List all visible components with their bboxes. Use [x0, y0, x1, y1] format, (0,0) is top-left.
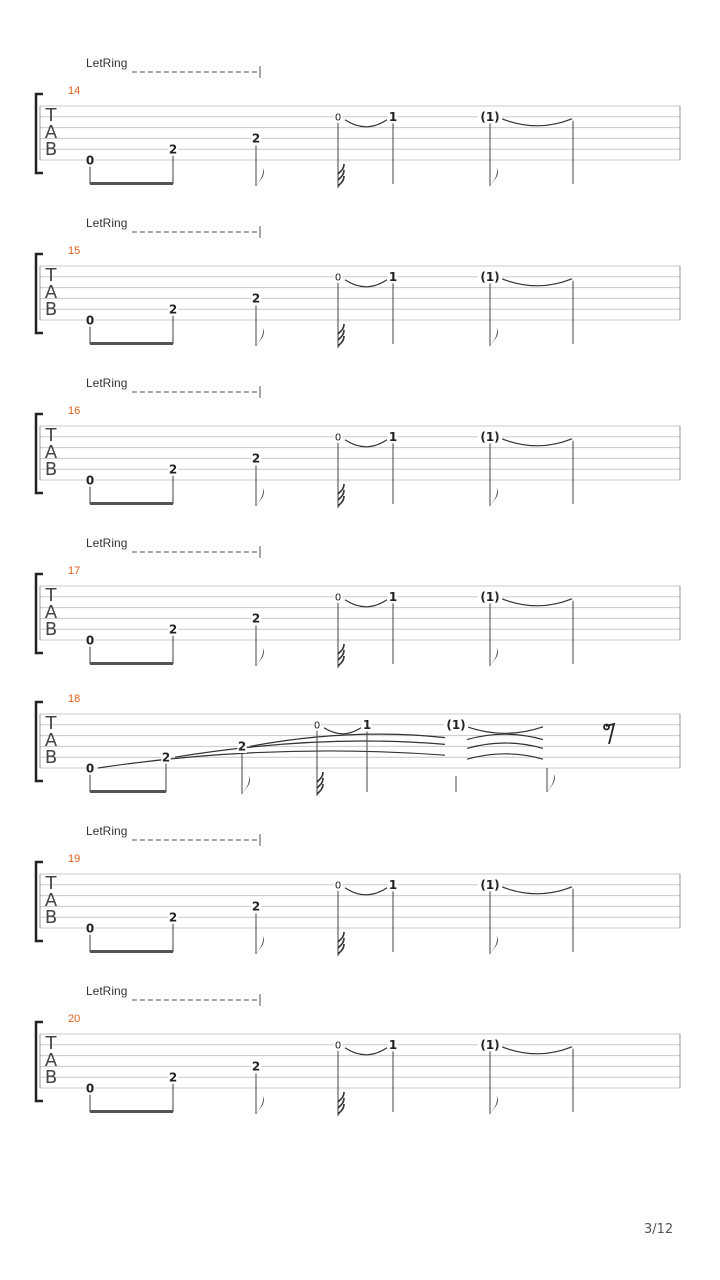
tab-clef-b: B [44, 1067, 58, 1088]
tie [502, 439, 572, 446]
tie [345, 1048, 387, 1055]
fret-number: 2 [237, 739, 247, 754]
eighth-flag [256, 168, 264, 186]
tab-clef-t: T [45, 1033, 57, 1054]
fret-number: 2 [251, 1059, 261, 1074]
tab-clef-b: B [44, 139, 58, 160]
fret-number: 1 [388, 1038, 398, 1053]
tie [467, 754, 543, 759]
tab-clef-b: B [44, 907, 58, 928]
fret-number: 1 [362, 718, 372, 733]
fret-number: 2 [168, 302, 178, 317]
fret-number: 2 [168, 142, 178, 157]
fret-number: 0 [313, 720, 321, 732]
fret-number: 0 [334, 880, 342, 892]
fret-number: 0 [85, 473, 95, 488]
letring-label: LetRing [86, 216, 128, 230]
tab-clef-b: B [44, 459, 58, 480]
fret-number: 2 [251, 611, 261, 626]
beam [90, 790, 166, 793]
fret-number: (1) [480, 590, 500, 605]
fret-number: 1 [388, 270, 398, 285]
tab-clef-a: A [44, 1050, 58, 1071]
fret-number: 0 [85, 761, 95, 776]
beam [90, 1110, 173, 1113]
fret-number: 0 [85, 153, 95, 168]
fret-number: (1) [480, 878, 500, 893]
tab-clef-a: A [44, 602, 58, 623]
tie [345, 440, 387, 447]
fret-number: 2 [251, 899, 261, 914]
tab-clef-t: T [45, 713, 57, 734]
tie [467, 743, 543, 748]
measure-number: 18 [68, 693, 81, 705]
fret-number: 0 [85, 633, 95, 648]
eighth-flag [490, 328, 498, 346]
tie [345, 888, 387, 895]
tab-clef-a: A [44, 282, 58, 303]
tie [345, 600, 387, 607]
system-20 [36, 984, 680, 1116]
system-16 [36, 376, 680, 508]
letring-label: LetRing [86, 824, 128, 838]
fret-number: 1 [388, 430, 398, 445]
tab-clef-b: B [44, 299, 58, 320]
system-18 [36, 693, 680, 796]
measure-number: 20 [68, 1013, 81, 1025]
letring-label: LetRing [86, 376, 128, 390]
system-19 [36, 824, 680, 956]
eighth-flag [256, 1096, 264, 1114]
eighth-rest [604, 724, 614, 744]
fret-number: 0 [334, 1040, 342, 1052]
fret-number: 0 [85, 1081, 95, 1096]
measure-number: 15 [68, 245, 81, 257]
fret-number: 2 [168, 622, 178, 637]
letring-label: LetRing [86, 984, 128, 998]
eighth-flag [256, 936, 264, 954]
fret-number: 2 [168, 910, 178, 925]
eighth-flag [490, 168, 498, 186]
eighth-flag [256, 488, 264, 506]
beam [90, 182, 173, 185]
fret-number: 2 [251, 131, 261, 146]
eighth-flag [490, 648, 498, 666]
eighth-flag [256, 648, 264, 666]
fret-number: 2 [161, 750, 171, 765]
fret-number: 0 [334, 592, 342, 604]
eighth-flag [547, 774, 555, 792]
fret-number: (1) [446, 718, 466, 733]
tie [502, 887, 572, 894]
tie [345, 120, 387, 127]
beam [90, 342, 173, 345]
system-15 [36, 216, 680, 348]
tie [98, 751, 445, 768]
tab-clef-a: A [44, 890, 58, 911]
eighth-flag [490, 488, 498, 506]
tab-clef-b: B [44, 619, 58, 640]
fret-number: (1) [480, 430, 500, 445]
tie [502, 279, 572, 286]
fret-number: 1 [388, 878, 398, 893]
fret-number: 2 [251, 451, 261, 466]
tie [467, 734, 543, 739]
fret-number: 0 [85, 921, 95, 936]
fret-number: 0 [85, 313, 95, 328]
fret-number: (1) [480, 270, 500, 285]
fret-number: 0 [334, 272, 342, 284]
tie [502, 1047, 572, 1054]
fret-number: (1) [480, 110, 500, 125]
measure-number: 19 [68, 853, 81, 865]
tab-clef-t: T [45, 425, 57, 446]
measure-number: 17 [68, 565, 81, 577]
fret-number: 2 [251, 291, 261, 306]
tie [467, 727, 543, 734]
system-17 [36, 536, 680, 668]
fret-number: 2 [168, 462, 178, 477]
fret-number: 2 [168, 1070, 178, 1085]
tie [324, 728, 361, 734]
tab-clef-a: A [44, 122, 58, 143]
beam [90, 662, 173, 665]
tab-clef-a: A [44, 442, 58, 463]
letring-label: LetRing [86, 536, 128, 550]
fret-number: (1) [480, 1038, 500, 1053]
letring-label: LetRing [86, 56, 128, 70]
tab-clef-t: T [45, 585, 57, 606]
eighth-flag [256, 328, 264, 346]
fret-number: 1 [388, 110, 398, 125]
eighth-flag [490, 936, 498, 954]
tie [502, 599, 572, 606]
tab-clef-t: T [45, 265, 57, 286]
tab-clef-t: T [45, 105, 57, 126]
beam [90, 950, 173, 953]
eighth-flag [490, 1096, 498, 1114]
fret-number: 0 [334, 112, 342, 124]
tab-clef-a: A [44, 730, 58, 751]
measure-number: 14 [68, 85, 81, 97]
tab-clef-t: T [45, 873, 57, 894]
measure-number: 16 [68, 405, 81, 417]
system-14 [36, 56, 680, 188]
tie [345, 280, 387, 287]
tie [502, 119, 572, 126]
eighth-flag [242, 776, 250, 794]
fret-number: 1 [388, 590, 398, 605]
tab-clef-b: B [44, 747, 58, 768]
fret-number: 0 [334, 432, 342, 444]
page-number: 3/12 [644, 1222, 674, 1237]
beam [90, 502, 173, 505]
